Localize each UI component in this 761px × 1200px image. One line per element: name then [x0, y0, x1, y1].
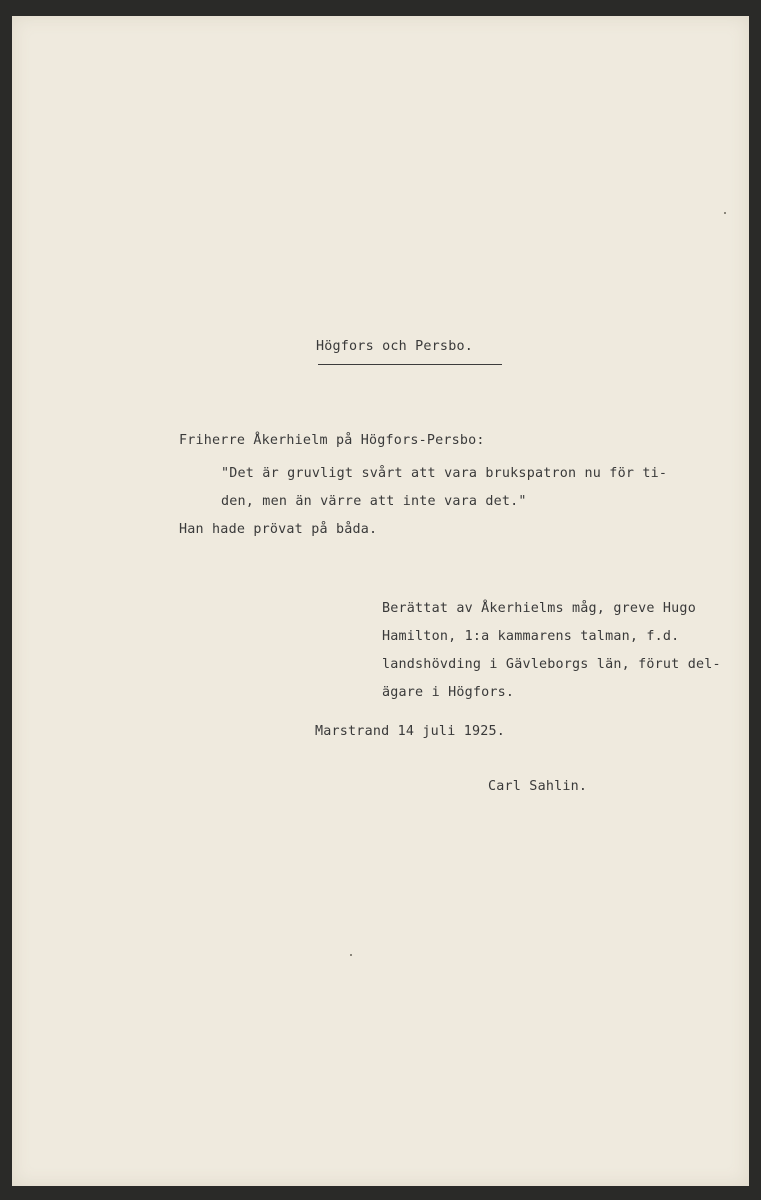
title-underline [318, 364, 502, 365]
attribution-line-2: Hamilton, 1:a kammarens talman, f.d. [382, 629, 680, 644]
remark-line: Han hade prövat på båda. [179, 522, 378, 537]
paper-speck [350, 954, 352, 956]
paper-sheet [12, 16, 749, 1186]
quote-line-1: "Det är gruvligt svårt att vara brukspatron nu för ti- [221, 466, 668, 481]
attribution-line-3: landshövding i Gävleborgs län, förut del- [382, 657, 721, 672]
attribution-line-4: ägare i Högfors. [382, 685, 515, 700]
intro-line: Friherre Åkerhielm på Högfors-Persbo: [179, 433, 485, 448]
place-date: Marstrand 14 juli 1925. [315, 724, 506, 739]
attribution-line-1: Berättat av Åkerhielms måg, greve Hugo [382, 601, 696, 616]
signature: Carl Sahlin. [488, 779, 588, 794]
quote-line-2: den, men än värre att inte vara det." [221, 494, 527, 509]
document-title: Högfors och Persbo. [316, 339, 473, 354]
paper-speck [724, 212, 726, 214]
